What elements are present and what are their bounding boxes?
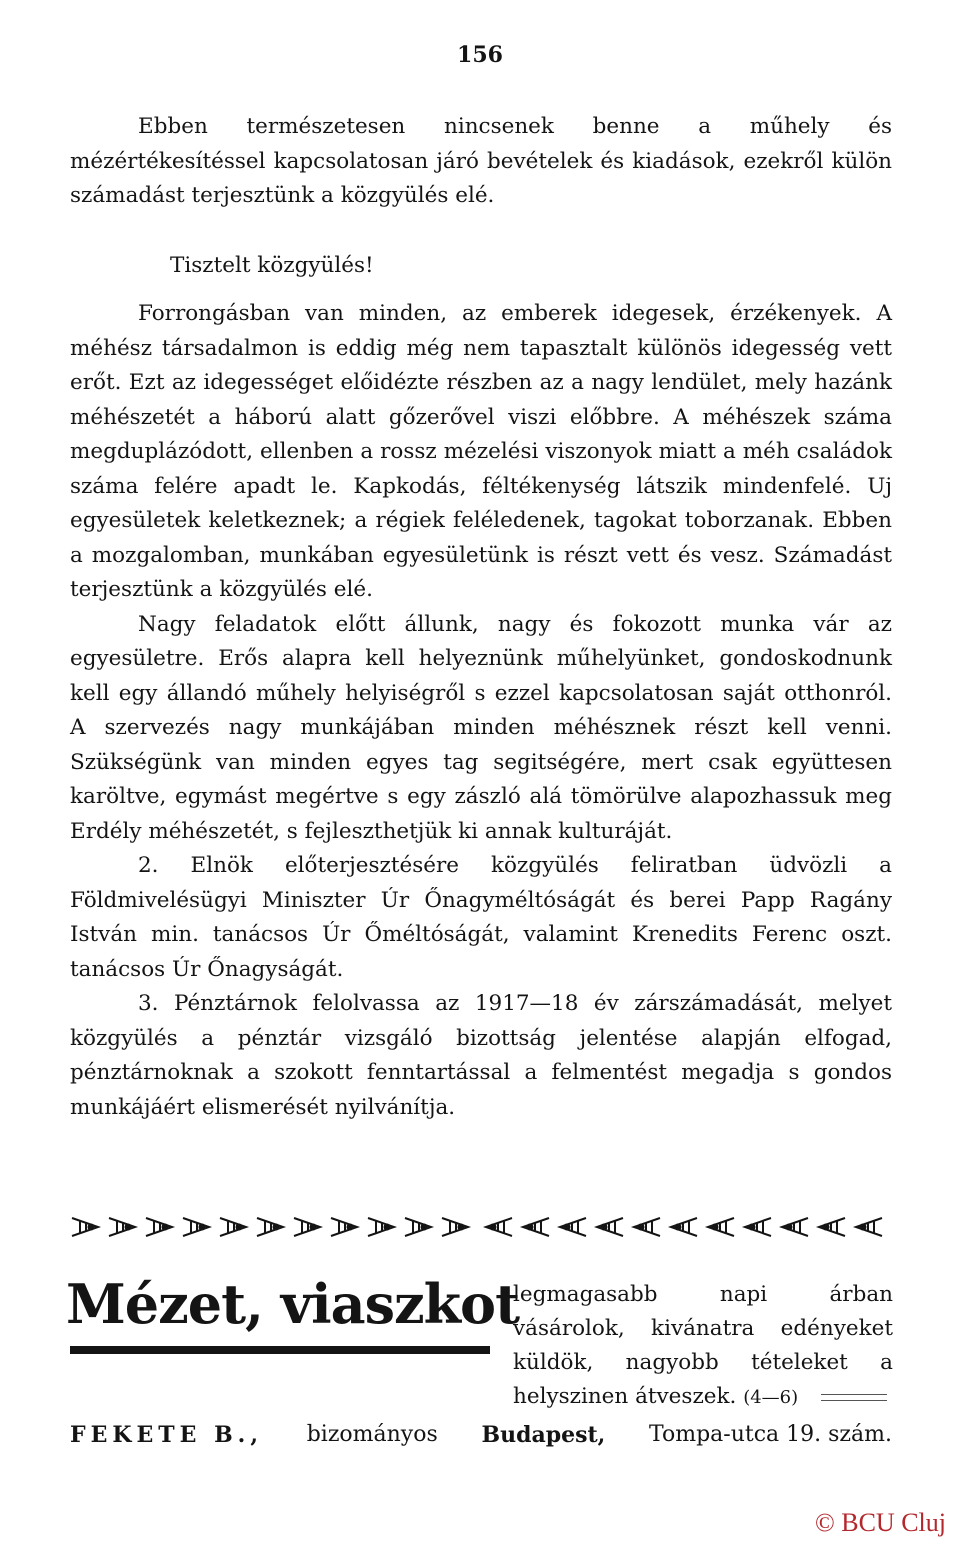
paragraph-item-3: 3. Pénztárnok felolvassa az 1917—18 év zárszámadását, melyet közgyülés a pénztár vizsgáló bizottság jelentése alapján elfogad, pénztárnoknak a szokott fenntartással a felmentést megadja s gondos munkájáért elismerését nyilvánítja.: [70, 991, 892, 1120]
ad-address: [70, 1418, 892, 1452]
ornament-dot: [126, 1225, 131, 1230]
ornament-dot: [237, 1225, 242, 1230]
advertiser-city: Budapest,: [481, 1422, 606, 1448]
ornament-dot: [422, 1225, 427, 1230]
ornament-arrows-right: [72, 1218, 468, 1236]
ad-double-rule: [821, 1394, 887, 1401]
ornament-dot: [311, 1225, 316, 1230]
ornament-arrows-left: [486, 1218, 882, 1236]
advertiser-name: FEKETE B.,: [70, 1422, 263, 1448]
ornament-dot: [200, 1225, 205, 1230]
ornament-dot: [750, 1225, 755, 1230]
ad-headline-rule: [70, 1346, 490, 1354]
greeting: Tisztelt közgyülés!: [170, 252, 374, 278]
paragraph-tasks: Nagy feladatok előtt állunk, nagy és fokozott munka vár az egyesületre. Erős alapra kell helyeznünk műhelyünket, gondoskodnunk kell egy állandó műhely helyiségről s ezzel kapcsolatosan saját otthonról. A szervezés nagy munkájában minden méhésznek részt kell venni. Szükségünk van minden egyes tag segitségére, mert csak együttesen karöltve, egymást megértve s egy zászló alá tömörülve alapozhassuk meg Erdély méhészetét, s fejleszthetjük ki annak kulturáját.: [70, 611, 892, 844]
ornament-dot: [89, 1225, 94, 1230]
ornament-dot: [639, 1225, 644, 1230]
ornament-dot: [824, 1225, 829, 1230]
ornament-dot: [491, 1225, 496, 1230]
ornament-dot: [528, 1225, 533, 1230]
ornament-dot: [459, 1225, 464, 1230]
paragraph-income-note: Ebben természetesen nincsenek benne a műhely és mézértékesítéssel kapcsolatosan járó bevételek és kiadások, ezekről külön számadást terjesztünk a közgyülés elé.: [70, 114, 892, 208]
ornament-dot: [565, 1225, 570, 1230]
ornament-dot: [274, 1225, 279, 1230]
page-number: 156: [457, 42, 503, 68]
ad-body-text: legmagasabb napi árban vásárolok, kivánatra edényeket küldök, nagyobb tételeket a helyszinen átveszek.: [513, 1282, 893, 1409]
ad-headline: Mézet, viaszkot: [66, 1272, 520, 1336]
ornament-dot: [676, 1225, 681, 1230]
ornament-dot: [713, 1225, 718, 1230]
paragraph-item-2: 2. Elnök előterjesztésére közgyülés feliratban üdvözli a Földmivelésügyi Miniszter Úr Őnagyméltóságát és berei Papp Ragány István min. tanácsos Úr Őméltóságát, valamint Krenedits Ferenc oszt. tanácsos Úr Őnagyságát.: [70, 853, 892, 982]
ad-code: (4—6): [743, 1387, 799, 1408]
ornament-dot: [385, 1225, 390, 1230]
ornamental-border: [70, 1212, 892, 1242]
ad-body: [513, 1278, 893, 1415]
body-text: [70, 110, 892, 1125]
library-watermark: © BCU Cluj: [814, 1508, 946, 1537]
advertiser-role: bizományos: [306, 1422, 438, 1447]
ornament-dot: [861, 1225, 866, 1230]
ornament-dot: [602, 1225, 607, 1230]
ornament-dot: [348, 1225, 353, 1230]
ornament-dot: [787, 1225, 792, 1230]
advertiser-street: Tompa-utca 19. szám.: [649, 1422, 892, 1447]
paragraph-unrest: Forrongásban van minden, az emberek idegesek, érzékenyek. A méhész társadalmon is eddig még nem tapasztalt különös idegesség vett erőt. Ezt az idegességet előidézte részben az a nagy lendület, mely hazánk méhészetét a háború alatt gőzerővel viszi előbbre. A méhészek száma megduplázódott, ellenben a rossz mézelési viszonyok miatt a méh családok száma felére apadt le. Kapkodás, féltékenység látszik mindenfelé. Uj egyesületek keletkeznek; a régiek feléledenek, tagokat toborzanak. Ebben a mozgalomban, munkában egyesületünk is részt vett és vesz. Számadást terjesztünk a közgyülés elé.: [70, 301, 892, 602]
ornament-dot: [163, 1225, 168, 1230]
